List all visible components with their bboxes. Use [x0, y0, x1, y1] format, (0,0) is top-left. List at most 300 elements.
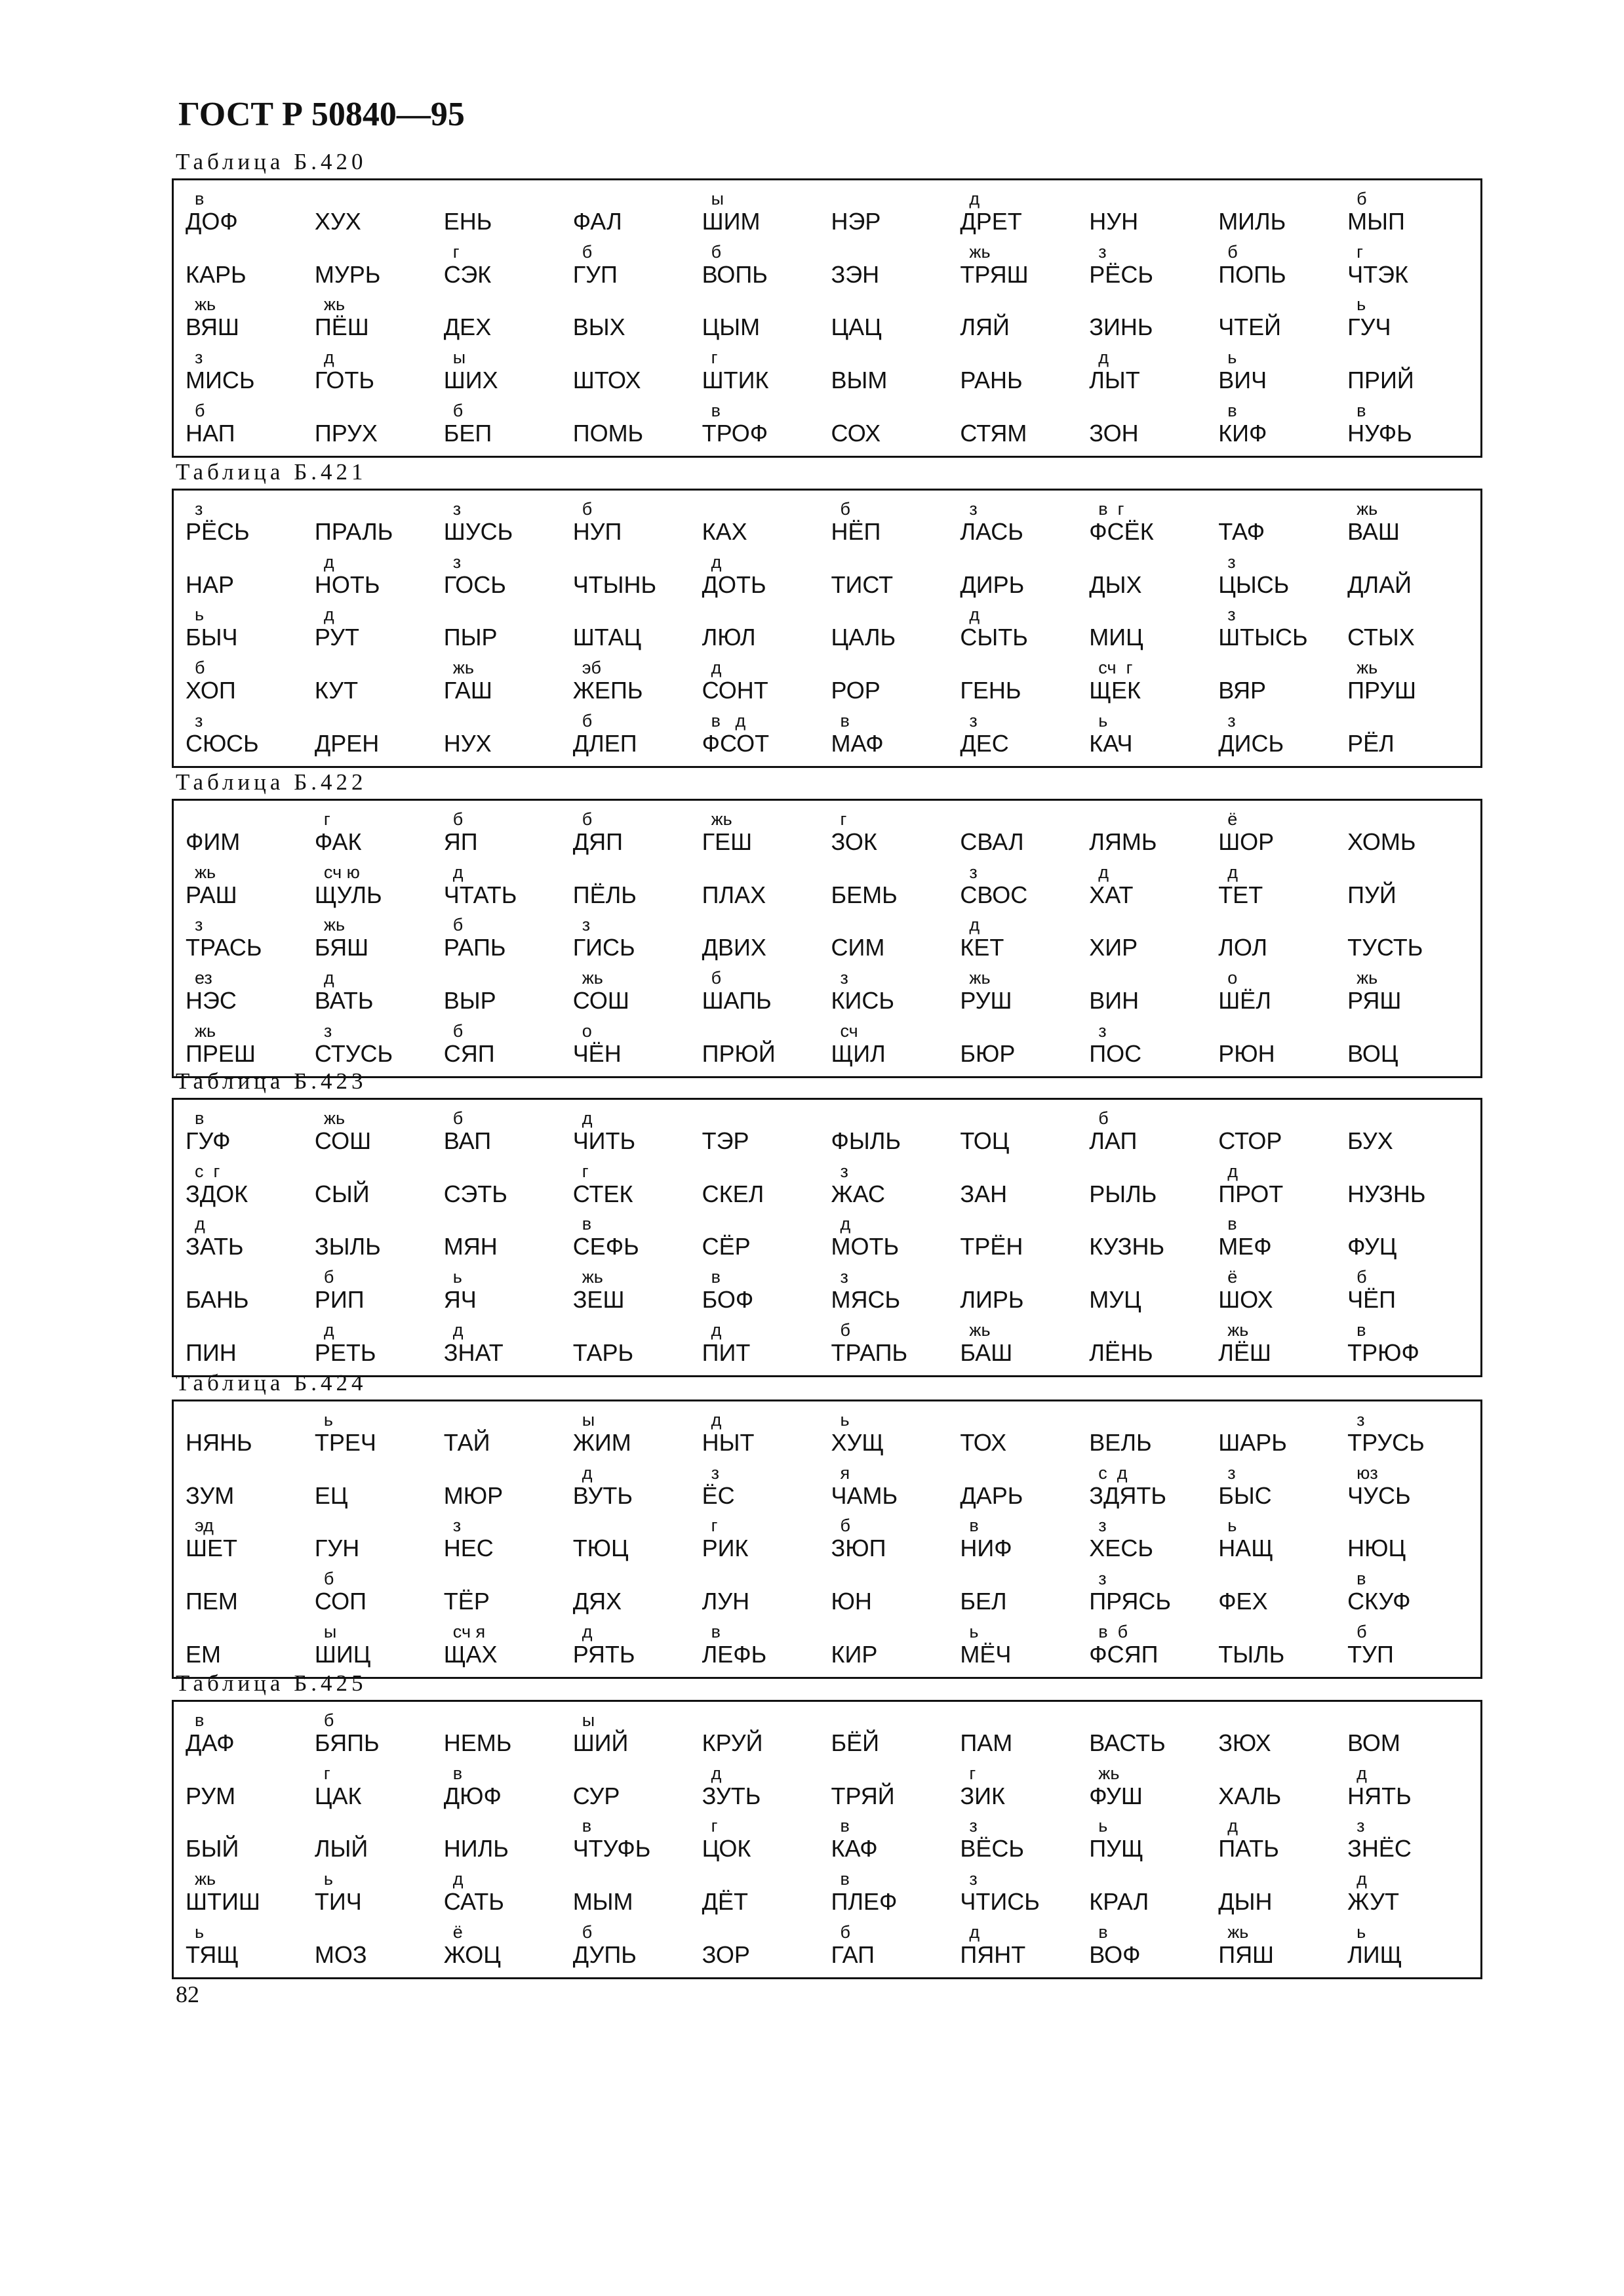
superscript-mark: в — [711, 1267, 721, 1287]
superscript-mark: д — [582, 1108, 593, 1128]
syllable-word: ЧТЭК — [1347, 260, 1408, 288]
superscript-mark: з — [1227, 605, 1236, 625]
table-cell — [960, 292, 1089, 345]
superscript-mark — [960, 348, 969, 367]
table-cell — [444, 859, 573, 912]
table-cell — [186, 1407, 315, 1460]
table-cell — [960, 1813, 1089, 1866]
syllable-word: МУЦ — [1089, 1286, 1141, 1314]
syllable-word: БЯПЬ — [314, 1729, 380, 1756]
syllable-word: НУН — [1089, 207, 1139, 235]
table-caption: Таблица Б.424 — [176, 1370, 367, 1396]
table-cell — [444, 549, 573, 602]
superscript-mark: жь — [1098, 1763, 1120, 1783]
table-cell — [573, 1264, 702, 1317]
superscript-mark: в — [195, 1108, 205, 1128]
table-cell — [1347, 1565, 1476, 1619]
syllable-word: ПУЙ — [1347, 881, 1396, 908]
superscript-mark: я — [840, 1462, 850, 1483]
superscript-mark — [444, 190, 453, 209]
syllable-word: РЮН — [1218, 1040, 1275, 1067]
superscript-mark: г — [1357, 241, 1363, 262]
syllable-word: СОНТ — [702, 677, 768, 704]
table-cell — [960, 239, 1089, 292]
table-cell — [444, 1105, 573, 1158]
syllable-word: ПИН — [186, 1339, 237, 1366]
table-cell — [315, 1460, 444, 1513]
syllable-word: ПЛАХ — [702, 881, 766, 908]
syllable-word: КУЗНЬ — [1089, 1233, 1165, 1260]
superscript-mark — [702, 1215, 711, 1234]
table-cell — [573, 344, 702, 397]
table-section — [172, 456, 1482, 768]
table-cell — [702, 292, 831, 345]
table-cell — [444, 1919, 573, 1972]
superscript-mark: з — [969, 711, 978, 731]
superscript-mark — [1347, 1162, 1357, 1181]
syllable-word: ФСЯП — [1089, 1641, 1159, 1668]
table-cell — [186, 1018, 315, 1071]
table-cell — [444, 239, 573, 292]
superscript-mark — [444, 295, 453, 314]
syllable-word: ЧТУФЬ — [572, 1835, 651, 1863]
table-cell — [573, 292, 702, 345]
syllable-word: ФУШ — [1089, 1782, 1143, 1809]
syllable-word: ЗИК — [960, 1782, 1005, 1809]
syllable-word: ФАК — [314, 828, 362, 855]
table-cell — [1089, 1707, 1218, 1760]
syllable-word: РЯТЬ — [572, 1641, 635, 1668]
syllable-word: ЗОК — [831, 828, 877, 855]
table-cell — [702, 1866, 831, 1919]
syllable-word: ЦЫМ — [702, 313, 761, 341]
superscript-mark — [702, 1022, 711, 1041]
table-cell — [186, 1866, 315, 1919]
superscript-mark: з — [1098, 1021, 1107, 1041]
syllable-word: БАНЬ — [186, 1286, 249, 1314]
syllable-word: РУМ — [186, 1782, 236, 1809]
superscript-mark — [1089, 553, 1098, 572]
table-cell — [831, 1565, 960, 1619]
table-cell — [960, 1105, 1089, 1158]
syllable-word: ВЕЛЬ — [1089, 1428, 1152, 1456]
syllable-word: НАР — [186, 571, 235, 598]
syllable-word: БЕП — [443, 420, 492, 447]
syllable-word: РОР — [831, 677, 881, 704]
table-cell — [702, 1707, 831, 1760]
syllable-word: ШТИК — [702, 367, 769, 394]
table-cell — [1089, 397, 1218, 451]
syllable-word: КАРЬ — [186, 260, 247, 288]
syllable-word: ТИЧ — [314, 1888, 362, 1916]
superscript-mark — [702, 1711, 711, 1730]
table-cell — [1218, 708, 1347, 761]
superscript-mark — [1089, 1215, 1098, 1234]
superscript-mark — [186, 1411, 195, 1430]
table-cell — [315, 397, 444, 451]
table-cell — [702, 549, 831, 602]
superscript-mark — [831, 863, 840, 882]
superscript-mark — [702, 605, 711, 624]
table-cell — [315, 496, 444, 549]
table-cell — [960, 549, 1089, 602]
syllable-word: КИФ — [1218, 420, 1267, 447]
superscript-mark — [573, 605, 582, 624]
syllable-word: ЧАМЬ — [831, 1481, 898, 1509]
syllable-word: ЛЫТ — [1089, 367, 1140, 394]
superscript-mark: з — [1357, 1409, 1365, 1430]
syllable-word: ЧТЫНЬ — [572, 571, 657, 598]
table-cell — [573, 1565, 702, 1619]
table-cell — [960, 1760, 1089, 1813]
syllable-word: ПОМЬ — [572, 420, 644, 447]
superscript-mark: жь — [969, 968, 991, 988]
superscript-mark: д — [1098, 348, 1109, 368]
superscript-mark: сч я — [452, 1622, 486, 1641]
superscript-mark: з — [452, 1516, 462, 1536]
superscript-mark: в — [1357, 1569, 1366, 1589]
syllable-word: ДАРЬ — [960, 1481, 1023, 1509]
table-cell — [1089, 1565, 1218, 1619]
table-cell — [573, 1407, 702, 1460]
superscript-mark: д — [969, 915, 980, 935]
syllable-word: ЧЁП — [1347, 1286, 1396, 1314]
syllable-word: ШАРЬ — [1218, 1428, 1287, 1456]
syllable-word: ШАПЬ — [702, 987, 772, 1015]
table-cell — [1347, 1407, 1476, 1460]
syllable-word: ПРУХ — [314, 420, 378, 447]
table-cell — [186, 912, 315, 965]
superscript-mark — [960, 1464, 969, 1483]
syllable-word: НЫТ — [702, 1428, 755, 1456]
table-cell — [1218, 1707, 1347, 1760]
table-cell — [444, 1211, 573, 1264]
superscript-mark: б — [582, 498, 593, 519]
table-cell — [315, 859, 444, 912]
syllable-word: ПРАЛЬ — [314, 517, 393, 545]
table-cell — [1218, 1813, 1347, 1866]
superscript-mark — [960, 810, 969, 829]
syllable-word: ДЕС — [960, 730, 1009, 757]
table-cell — [960, 1619, 1089, 1672]
table-cell — [1347, 1018, 1476, 1071]
syllable-word: НУХ — [443, 730, 492, 757]
table-cell — [315, 1760, 444, 1813]
superscript-mark: з — [195, 915, 203, 935]
table-cell — [1347, 1317, 1476, 1370]
syllable-word: БЁЙ — [831, 1729, 880, 1756]
syllable-word: НИФ — [960, 1535, 1012, 1562]
syllable-word: РАШ — [186, 881, 237, 908]
table-cell — [702, 806, 831, 859]
table-cell — [831, 1707, 960, 1760]
superscript-mark: жь — [323, 294, 346, 315]
table-cell — [186, 1565, 315, 1619]
syllable-word: СТУСЬ — [314, 1040, 393, 1067]
superscript-mark — [573, 863, 582, 882]
table-cell — [960, 344, 1089, 397]
syllable-word: ТРАПЬ — [831, 1339, 908, 1366]
superscript-mark: в — [1098, 1922, 1108, 1942]
table-cell — [960, 1565, 1089, 1619]
syllable-word: ВУТЬ — [572, 1481, 633, 1509]
syllable-word: ТЫЛЬ — [1218, 1641, 1285, 1668]
table-cell — [831, 1813, 960, 1866]
table-cell — [1347, 602, 1476, 655]
table-section — [172, 766, 1482, 1078]
superscript-mark: з — [1098, 1569, 1107, 1589]
syllable-word: РЁСЬ — [186, 517, 250, 545]
superscript-mark: жь — [323, 1108, 346, 1128]
superscript-mark — [444, 1711, 453, 1730]
superscript-mark — [1347, 712, 1357, 731]
table-cell — [1218, 496, 1347, 549]
superscript-mark: з — [323, 1021, 332, 1041]
superscript-mark: з — [195, 348, 203, 368]
superscript-mark — [1089, 1321, 1098, 1340]
syllable-word: ТОХ — [960, 1428, 1007, 1456]
superscript-mark: з — [969, 1869, 978, 1889]
syllable-word: ДОТЬ — [702, 571, 766, 598]
superscript-mark: жь — [195, 294, 216, 315]
superscript-mark — [1347, 553, 1357, 572]
syllable-word: СКУФ — [1347, 1588, 1411, 1615]
table-cell — [186, 965, 315, 1018]
table-cell — [831, 1619, 960, 1672]
syllable-word: РАНЬ — [960, 367, 1023, 394]
table-cell — [702, 1211, 831, 1264]
superscript-mark: з — [452, 498, 462, 519]
table-cell — [831, 1460, 960, 1513]
syllable-word: БЕЛ — [960, 1588, 1007, 1615]
table-cell — [1089, 1018, 1218, 1071]
table-cell — [1089, 602, 1218, 655]
syllable-word: ЛЕФЬ — [702, 1641, 767, 1668]
table-cell — [1089, 1105, 1218, 1158]
superscript-mark: б — [1098, 1108, 1109, 1128]
syllable-word: ЛАСЬ — [960, 517, 1023, 545]
table-cell — [444, 1513, 573, 1566]
syllable-word: НАЩ — [1218, 1535, 1273, 1562]
superscript-mark: б — [582, 711, 593, 731]
superscript-mark: з — [969, 498, 978, 519]
table-cell — [1218, 549, 1347, 602]
syllable-word: МЯН — [443, 1233, 498, 1260]
table-cell — [315, 1866, 444, 1919]
table-cell — [702, 859, 831, 912]
superscript-mark — [702, 1109, 711, 1128]
table-cell — [831, 806, 960, 859]
superscript-mark — [1218, 295, 1227, 314]
syllable-word: ТОЦ — [960, 1127, 1010, 1154]
superscript-mark — [315, 658, 324, 677]
syllable-word: ДЛЕП — [572, 730, 637, 757]
syllable-word: СИМ — [831, 934, 885, 961]
syllable-word: ВЫМ — [831, 367, 888, 394]
superscript-mark: д — [711, 1763, 722, 1783]
table-cell — [702, 602, 831, 655]
superscript-mark — [960, 1569, 969, 1588]
table-cell — [831, 1105, 960, 1158]
table-cell — [960, 1513, 1089, 1566]
table-cell — [1089, 1460, 1218, 1513]
table-cell — [1218, 1619, 1347, 1672]
table-cell — [315, 965, 444, 1018]
syllable-word: ЛЫЙ — [314, 1835, 368, 1863]
table-cell — [444, 965, 573, 1018]
superscript-mark: з — [195, 498, 203, 519]
syllable-word: ХИР — [1089, 934, 1138, 961]
syllable-word: ЗАТЬ — [186, 1233, 244, 1260]
table-cell — [960, 1317, 1089, 1370]
superscript-mark — [1218, 1711, 1227, 1730]
table-cell — [1089, 859, 1218, 912]
syllable-word: БУХ — [1347, 1127, 1393, 1154]
table-cell — [831, 1513, 960, 1566]
table-cell — [702, 965, 831, 1018]
table-cell — [186, 1105, 315, 1158]
superscript-mark: з — [1227, 711, 1236, 731]
superscript-mark: в — [1227, 1214, 1237, 1234]
superscript-mark: б — [452, 809, 464, 829]
superscript-mark: д — [323, 552, 334, 572]
superscript-mark: б — [452, 401, 464, 420]
syllable-word: ДАФ — [186, 1729, 235, 1756]
syllable-word: ВЫР — [443, 987, 496, 1015]
table-cell — [1089, 549, 1218, 602]
syllable-word: ТРУСЬ — [1347, 1428, 1425, 1456]
table-caption: Таблица Б.425 — [176, 1670, 367, 1696]
table-cell — [1218, 1211, 1347, 1264]
table-cell — [1347, 806, 1476, 859]
table-cell — [186, 1919, 315, 1972]
syllable-word: ЕНЬ — [443, 207, 492, 235]
superscript-mark: з — [969, 1816, 978, 1836]
syllable-word: ПУЩ — [1089, 1835, 1143, 1863]
superscript-mark — [702, 863, 711, 882]
table-cell — [1218, 397, 1347, 451]
superscript-mark: з — [969, 862, 978, 882]
syllable-word: ТУП — [1347, 1641, 1394, 1668]
table-cell — [573, 1211, 702, 1264]
superscript-mark — [1089, 1162, 1098, 1181]
superscript-mark — [444, 1569, 453, 1588]
superscript-mark: жь — [582, 968, 603, 988]
table-cell — [1218, 1407, 1347, 1460]
syllable-word: ТРЯШ — [960, 260, 1029, 288]
syllable-word: ФАЛ — [572, 207, 622, 235]
syllable-word: ТРЯЙ — [831, 1782, 895, 1809]
syllable-word: СЁР — [702, 1233, 751, 1260]
superscript-mark: эд — [195, 1516, 214, 1536]
table-cell — [1347, 239, 1476, 292]
syllable-word: ТЯЩ — [186, 1941, 239, 1968]
table-cell — [315, 549, 444, 602]
table-cell — [444, 1018, 573, 1071]
table-cell — [1218, 186, 1347, 239]
superscript-mark — [186, 1817, 195, 1836]
table-cell — [831, 708, 960, 761]
superscript-mark — [315, 712, 324, 731]
syllable-word: ХЕСЬ — [1089, 1535, 1153, 1562]
table-cell — [573, 708, 702, 761]
syllable-word: БЕМЬ — [831, 881, 898, 908]
syllable-word: РИК — [702, 1535, 749, 1562]
syllable-word: МЁЧ — [960, 1641, 1012, 1668]
superscript-mark: г — [582, 1161, 589, 1181]
syllable-word: ЦАЛЬ — [831, 624, 896, 651]
syllable-word: МИСЬ — [186, 367, 255, 394]
superscript-mark — [573, 1321, 582, 1340]
table-cell — [960, 397, 1089, 451]
syllable-word: ПОПЬ — [1218, 260, 1286, 288]
syllable-word: ГАП — [831, 1941, 875, 1968]
table-cell — [960, 186, 1089, 239]
syllable-word: ГАШ — [443, 677, 492, 704]
superscript-mark — [1347, 1109, 1357, 1128]
superscript-mark: д — [1357, 1869, 1367, 1889]
syllable-word: ЗЮХ — [1218, 1729, 1271, 1756]
superscript-mark: д — [1098, 862, 1109, 882]
superscript-mark — [315, 1215, 324, 1234]
syllable-word: СТОР — [1218, 1127, 1282, 1154]
superscript-mark — [831, 658, 840, 677]
table-cell — [960, 708, 1089, 761]
superscript-mark — [186, 1569, 195, 1588]
syllable-word: ХОМЬ — [1347, 828, 1416, 855]
table-cell — [315, 1513, 444, 1566]
table-cell — [831, 549, 960, 602]
syllable-word: КИСЬ — [831, 987, 894, 1015]
syllable-word: КРАЛ — [1089, 1888, 1149, 1916]
table-cell — [573, 1317, 702, 1370]
superscript-mark: ь — [1098, 1816, 1108, 1836]
table-cell — [702, 1813, 831, 1866]
table-cell — [573, 496, 702, 549]
syllable-word: ЕМ — [186, 1641, 221, 1668]
superscript-mark: в — [1227, 401, 1237, 420]
table-cell — [315, 1211, 444, 1264]
superscript-mark — [960, 553, 969, 572]
table-cell — [573, 602, 702, 655]
syllable-word: ЗОР — [702, 1941, 750, 1968]
table-cell — [1347, 496, 1476, 549]
syllable-word: ВЯШ — [186, 313, 239, 341]
superscript-mark: д — [323, 1320, 334, 1340]
syllable-word: ШТОХ — [572, 367, 641, 394]
superscript-mark — [1089, 1711, 1098, 1730]
superscript-mark: д — [452, 1869, 464, 1889]
table-cell — [1089, 1760, 1218, 1813]
superscript-mark: д — [1357, 1763, 1367, 1783]
table-cell — [186, 806, 315, 859]
syllable-word: ТРЮФ — [1347, 1339, 1419, 1366]
table-cell — [186, 496, 315, 549]
syllable-word: СТЯМ — [960, 420, 1027, 447]
word-table — [172, 178, 1482, 458]
table-caption: Таблица Б.421 — [176, 459, 367, 485]
table-cell — [1218, 1158, 1347, 1211]
table-cell — [315, 1565, 444, 1619]
table-cell — [1089, 806, 1218, 859]
syllable-word: ХАЛЬ — [1218, 1782, 1282, 1809]
syllable-word: СЭТЬ — [443, 1180, 507, 1207]
superscript-mark — [702, 500, 711, 519]
table-cell — [831, 1158, 960, 1211]
syllable-word: ПОС — [1089, 1040, 1142, 1067]
superscript-mark: ь — [323, 1409, 333, 1430]
table-cell — [186, 655, 315, 708]
